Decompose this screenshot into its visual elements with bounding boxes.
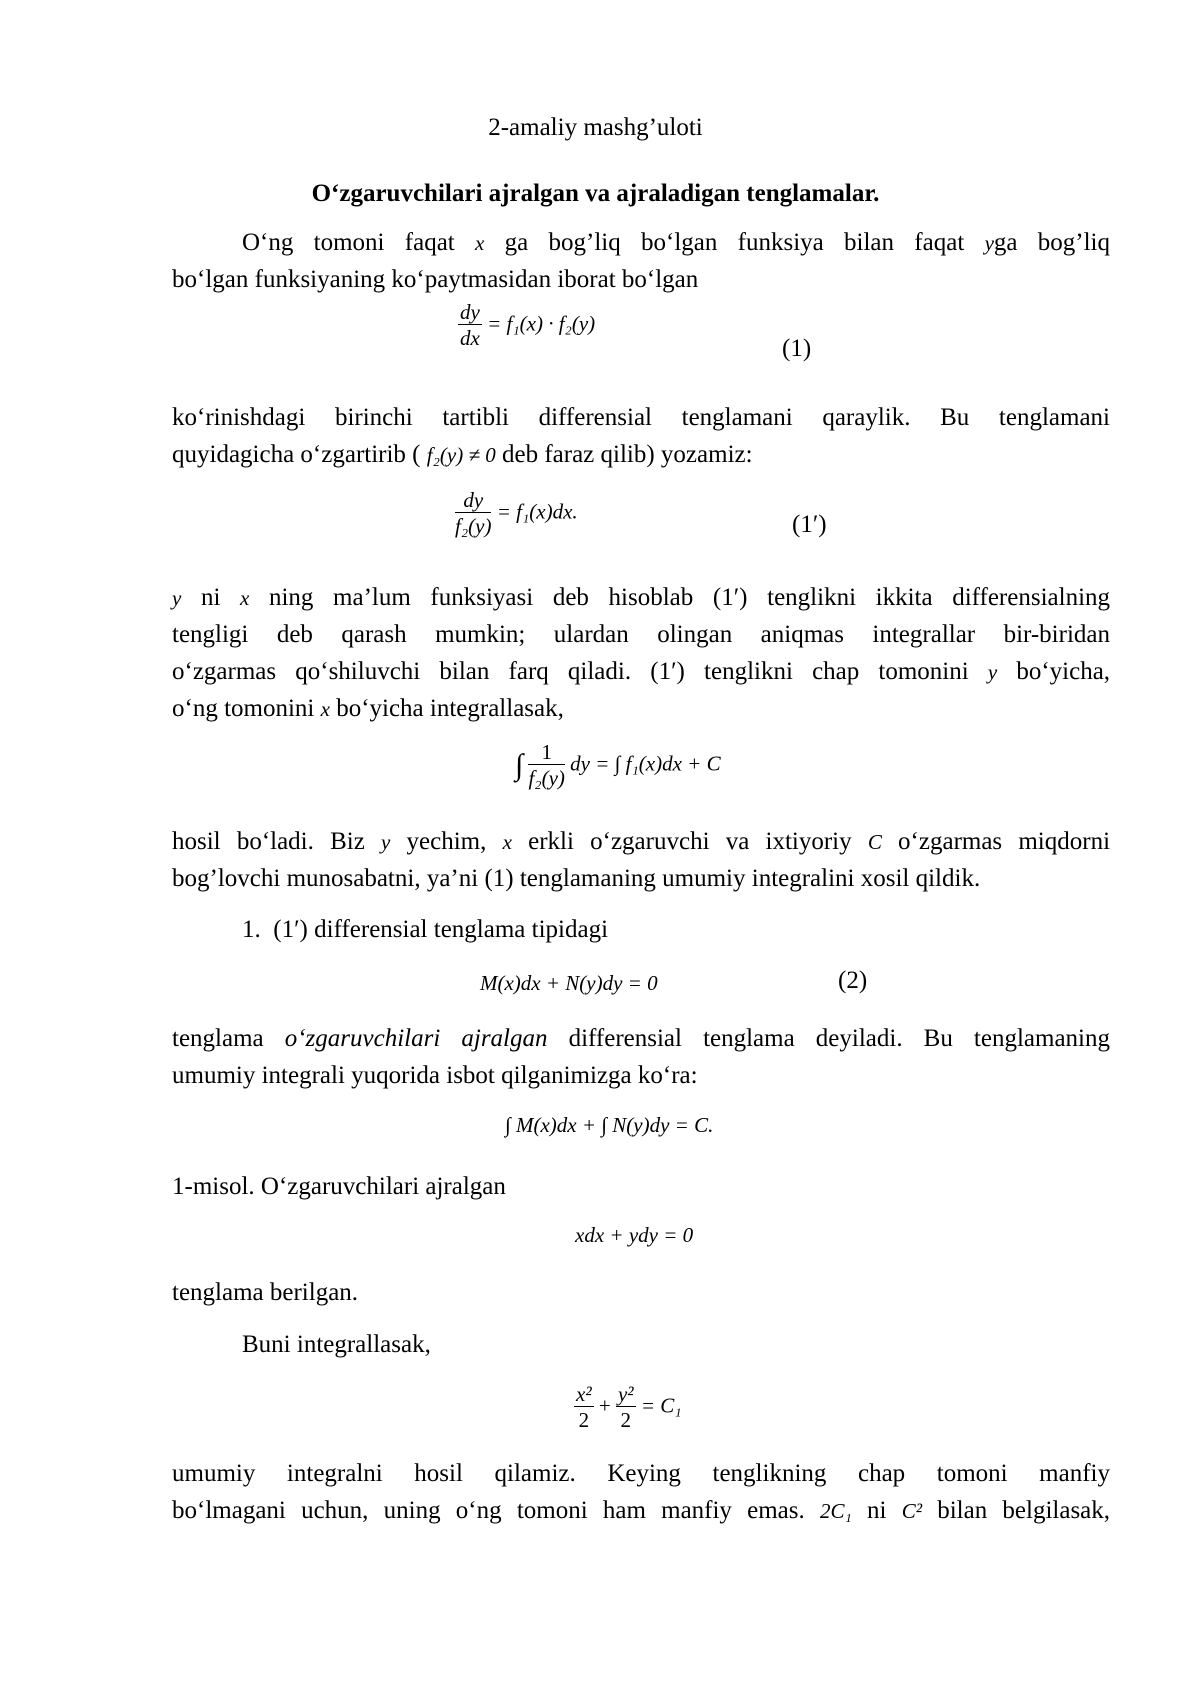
emphasis-term: o‘zgaruvchilari ajralgan (284, 1025, 548, 1052)
equation-1-label: (1) (782, 335, 812, 362)
paragraph-4-line-2: bog’lovchi munosabatni, ya’ni (1) tenglamaning umumiy integralini xosil qildik. (172, 865, 981, 892)
equation-rhs: = f₁(x)dx. (496, 499, 578, 524)
denominator: dx (460, 326, 480, 350)
text: ning ma’lum funksiyasi deb hisoblab (268, 584, 694, 611)
integral-sign: ∫ (515, 748, 524, 782)
text: hosil bo‘ladi. Biz (172, 828, 365, 855)
paragraph-3-line-1 (172, 583, 1110, 613)
text: o‘zgarmas qo‘shiluvchi bilan farq qiladi. (172, 658, 632, 685)
equation-rhs: = C₁ (640, 1393, 682, 1418)
math-x: x (320, 697, 330, 721)
denominator: f₂(y) (528, 766, 565, 790)
math-y: y (172, 586, 182, 610)
text: O‘ng tomoni faqat (242, 229, 455, 256)
numerator: dy (455, 488, 491, 513)
paragraph-4-line-1 (172, 827, 1110, 857)
equation-reference: (1′) (650, 658, 685, 685)
math-x: x (502, 830, 512, 854)
text: tenglama (172, 1025, 264, 1052)
paragraph-7-line-1: umumiy integralni hosil qilamiz. Keying tenglikning chap tomoni manfiy (172, 1460, 1110, 1487)
equation-reference: (1′) (273, 916, 308, 943)
denominator: f₂(y) (455, 514, 492, 538)
paragraph-1-line-2: bo‘lgan funksiyaning ko‘paytmasidan iborat bo‘lgan (172, 266, 699, 293)
equation-3: ∫ M(x)dx + ∫ N(y)dy = C. (505, 1113, 714, 1137)
math-x: x (475, 231, 485, 255)
fraction-x (574, 1382, 594, 1433)
denominator: 2 (620, 1408, 632, 1432)
text: tenglikni ikkita differensialning (767, 584, 1111, 611)
equation-1-prime-label: (1′) (792, 511, 827, 538)
equation-integral (515, 740, 721, 791)
example-title: 1-misol. O‘zgaruvchilari ajralgan (172, 1173, 506, 1200)
fraction-y (616, 1382, 636, 1433)
fraction (455, 488, 491, 539)
text: ga bog’liq (993, 229, 1110, 256)
page-title: 2-amaliy mashg’uloti (488, 114, 703, 141)
paragraph-6-line-1: tenglama berilgan. (172, 1279, 359, 1306)
text: differensial tenglama tipidagi (314, 916, 609, 943)
paragraph-1-line-1 (242, 228, 1110, 258)
math-C-squared: C² (901, 1499, 922, 1523)
text: bo‘lmagani uchun, uning o‘ng tomoni ham manfiy emas. (172, 1497, 805, 1524)
math-condition: f₂(y) ≠ 0 (426, 443, 496, 467)
text: deb faraz qilib) yozamiz: (501, 441, 753, 468)
paragraph-2-line-1: ko‘rinishdagi birinchi tartibli differensial tenglamani qaraylik. Bu tenglamani (172, 404, 1110, 431)
equation-2: M(x)dx + N(y)dy = 0 (480, 971, 658, 995)
text: yechim, (406, 828, 487, 855)
math-y: y (381, 830, 391, 854)
paragraph-3-line-2: tengligi deb qarash mumkin; ulardan olingan aniqmas integrallar bir-biridan (172, 621, 1110, 648)
list-number: 1. (242, 916, 261, 943)
math-y: y (987, 660, 998, 684)
text: differensial tenglama deyiladi. Bu tenglamaning (568, 1025, 1110, 1052)
list-item-1 (242, 915, 608, 945)
numerator: dy (460, 300, 480, 324)
text: o‘ng tomonini (172, 695, 315, 722)
text: bo‘yicha integrallasak, (336, 695, 564, 722)
math-y: y (984, 231, 994, 255)
equation-5 (574, 1382, 682, 1433)
numerator: 1 (528, 740, 564, 765)
text: bilan belgilasak, (937, 1497, 1111, 1524)
numerator: y² (617, 1382, 634, 1406)
denominator: 2 (578, 1408, 590, 1432)
paragraph-5-line-1 (172, 1024, 1110, 1054)
paragraph-3-line-3 (172, 657, 1110, 687)
text: quyidagicha o‘zgartirib ( (172, 441, 421, 468)
equation-4: xdx + ydy = 0 (575, 1223, 694, 1247)
math-x: x (240, 586, 250, 610)
text: ni (200, 584, 221, 611)
paragraph-3-line-4 (172, 694, 564, 724)
math-2C1: 2C₁ (819, 1499, 852, 1523)
numerator: x² (576, 1382, 592, 1406)
paragraph-5-line-2: umumiy integrali yuqorida isbot qilganimizga ko‘ra: (172, 1062, 698, 1089)
equation-rhs: dy = ∫ f₁(x)dx + C (570, 751, 721, 776)
section-heading: O‘zgaruvchilari ajralgan va ajraladigan tenglamalar. (311, 180, 880, 207)
equation-2-label: (2) (838, 967, 868, 994)
text: bo‘yicha, (1016, 658, 1111, 685)
equation-1-prime (455, 488, 578, 539)
text: ni (867, 1497, 887, 1524)
math-C: C (867, 830, 882, 854)
fraction (528, 740, 564, 791)
plus-sign: + (598, 1393, 611, 1418)
paragraph-7-line-2 (172, 1496, 1110, 1526)
equation-1 (458, 300, 595, 351)
text: erkli o‘zgaruvchi va ixtiyoriy (528, 828, 852, 855)
paragraph-2-line-2 (172, 440, 753, 470)
equation-rhs: = f₁(x) · f₂(y) (487, 311, 596, 336)
text: ga bog’liq bo‘lgan funksiya bilan faqat (504, 229, 965, 256)
paragraph-6-line-2: Buni integrallasak, (242, 1331, 431, 1358)
text: tenglikni chap tomonini (704, 658, 969, 685)
text: o‘zgarmas miqdorni (898, 828, 1111, 855)
fraction (458, 300, 482, 351)
equation-reference: (1′) (712, 584, 748, 611)
